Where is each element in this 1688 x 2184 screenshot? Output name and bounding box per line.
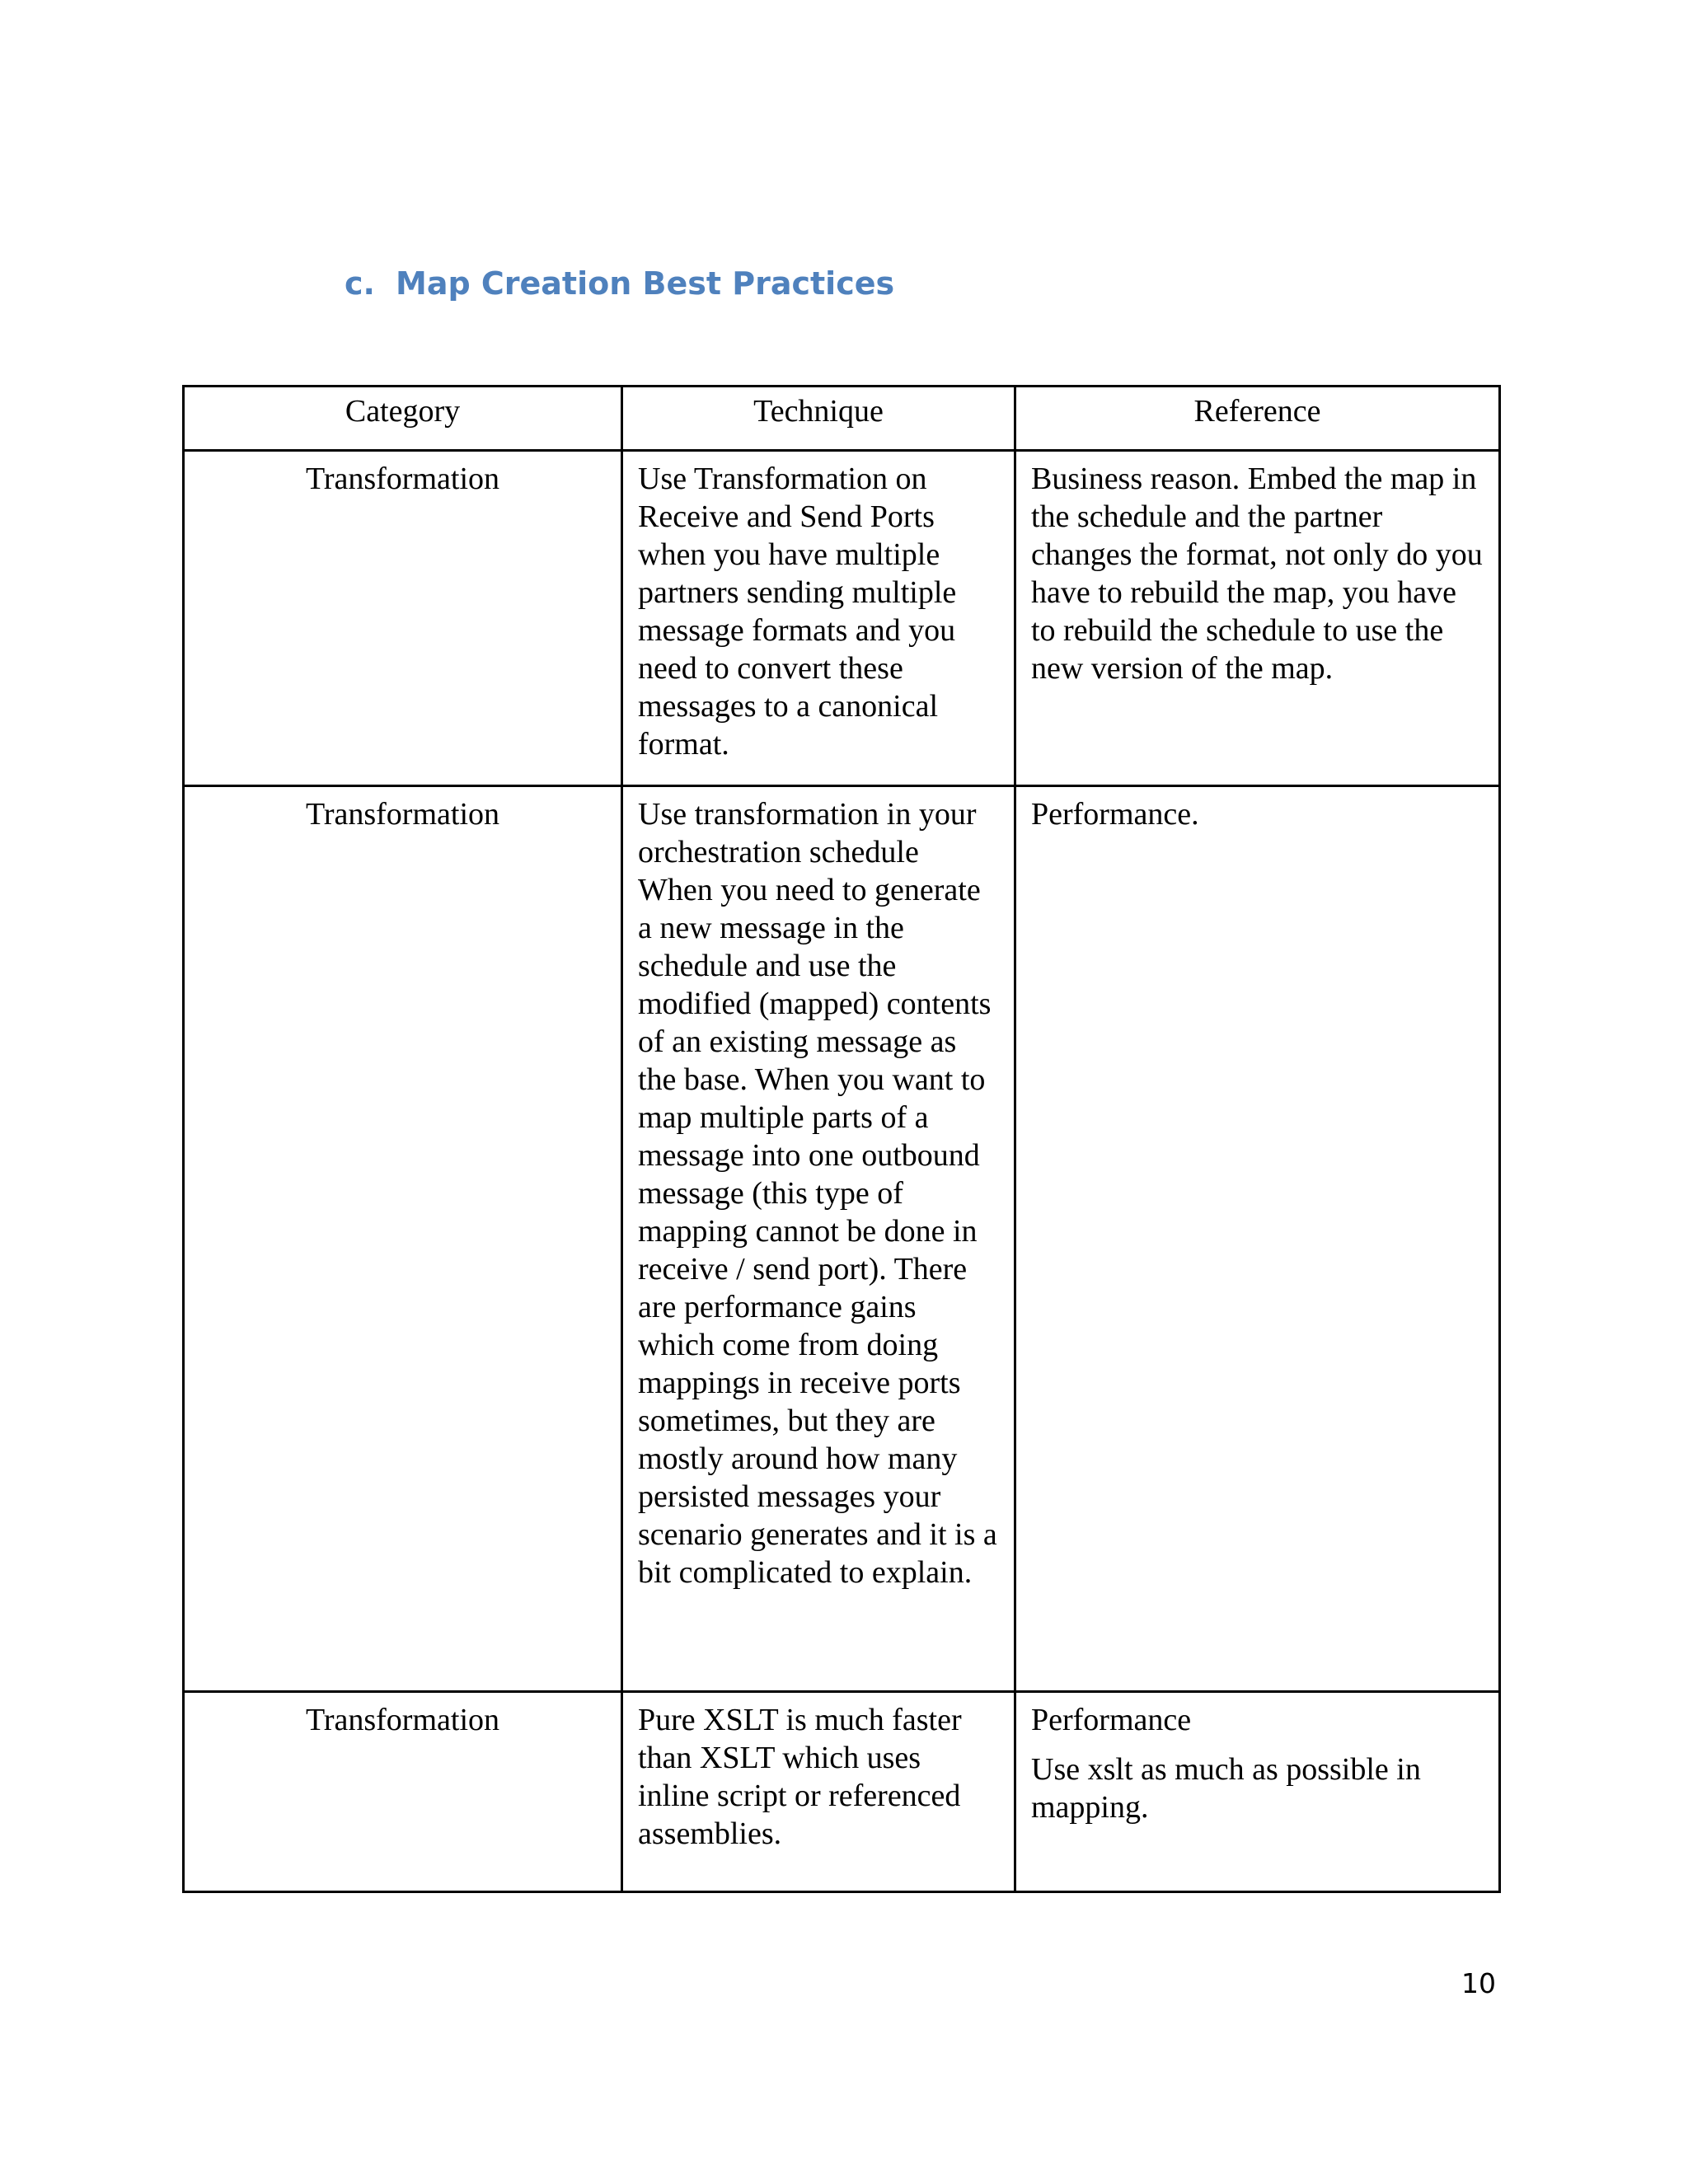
table-row <box>184 1692 1500 1892</box>
header-technique: Technique <box>622 387 1015 451</box>
reference-text: Use xslt as much as possible in mapping. <box>1031 1752 1421 1825</box>
table-row <box>184 786 1500 1692</box>
cell-technique: Pure XSLT is much faster than XSLT which uses inline script or referenced assemblies. <box>622 1692 1015 1892</box>
best-practices-table <box>182 385 1501 1893</box>
cell-reference <box>1015 1692 1500 1892</box>
reference-text: Business reason. Embed the map in the schedule and the partner changes the format, not only do you have to rebuild the map, you have to rebuild the schedule to use the new version of the map. <box>1031 462 1483 686</box>
reference-text: Performance. <box>1031 797 1199 832</box>
cell-category: Transformation <box>184 786 622 1692</box>
cell-reference <box>1015 451 1500 786</box>
header-category: Category <box>184 387 622 451</box>
cell-technique: Use Transformation on Receive and Send Ports when you have multiple partners sending multiple message formats and you need to convert these messages to a canonical format. <box>622 451 1015 786</box>
table-row <box>184 451 1500 786</box>
reference-text: Performance <box>1031 1703 1192 1737</box>
header-reference: Reference <box>1015 387 1500 451</box>
table-header-row <box>184 387 1500 451</box>
cell-reference <box>1015 786 1500 1692</box>
section-title: Map Creation Best Practices <box>396 265 895 302</box>
section-heading <box>345 265 894 302</box>
cell-technique: Use transformation in your orchestration schedule When you need to generate a new message in the schedule and use the modified (mapped) contents of an existing message as the base. When you want to map multiple parts of a message into one outbound message (this type of mapping cannot be done in receive / send port). There are performance gains which come from doing mappings in receive ports sometimes, but they are mostly around how many persisted messages your scenario generates and it is a bit complicated to explain. <box>622 786 1015 1692</box>
cell-category: Transformation <box>184 451 622 786</box>
cell-category: Transformation <box>184 1692 622 1892</box>
page-number: 10 <box>1461 1967 1496 1999</box>
section-marker: c. <box>345 265 375 302</box>
